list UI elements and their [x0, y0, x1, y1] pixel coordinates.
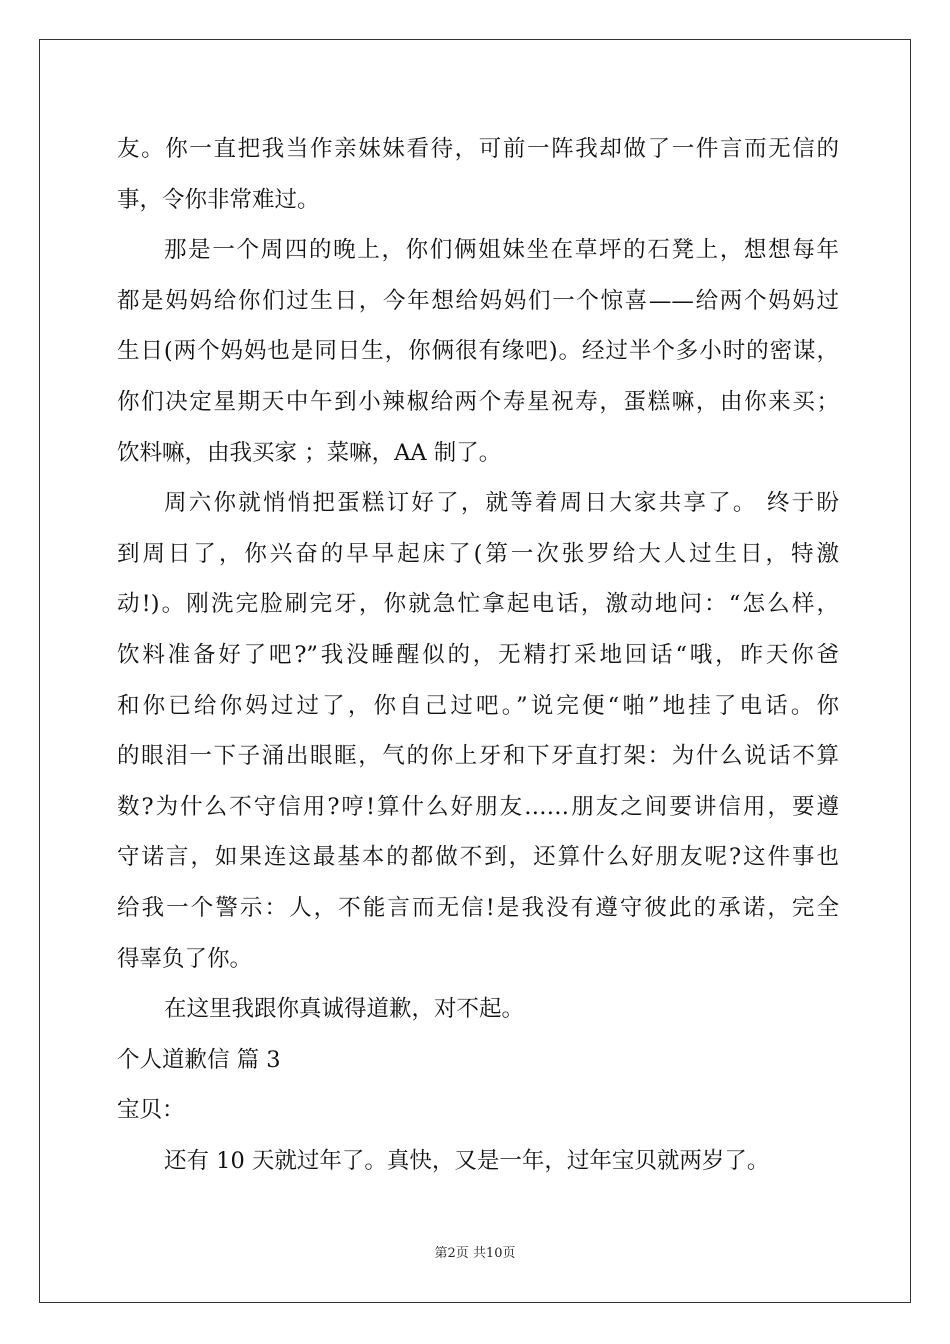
text-line: 都是妈妈给你们过生日，今年想给妈妈们一个惊喜——给两个妈妈过 — [117, 287, 839, 314]
text-line: 守诺言，如果连这最基本的都做不到，还算什么好朋友呢?这件事也 — [117, 844, 839, 871]
text-line: 的眼泪一下子涌出眼眶，气的你上牙和下牙直打架：为什么说话不算 — [117, 743, 839, 770]
text-line: 数?为什么不守信用?哼!算什么好朋友……朋友之间要讲信用，要遵 — [117, 793, 839, 820]
document-body — [117, 124, 839, 1186]
text-line: 和你已给你妈过过了，你自己过吧。”说完便“啪”地挂了电话。你 — [117, 692, 839, 719]
text-line: 得辜负了你。 — [117, 945, 253, 972]
text-line: 到周日了，你兴奋的早早起床了(第一次张罗给大人过生日，特激 — [117, 540, 839, 567]
text-line: 周六你就悄悄把蛋糕订好了，就等着周日大家共享了。 终于盼 — [164, 490, 839, 517]
paragraph — [117, 1035, 839, 1086]
paragraph — [117, 478, 839, 984]
text-line: 在这里我跟你真诚得道歉，对不起。 — [164, 996, 525, 1023]
text-line: 你们决定星期天中午到小辣椒给两个寿星祝寿，蛋糕嘛，由你来买； — [117, 388, 839, 415]
text-line: 事，令你非常难过。 — [117, 186, 320, 213]
paragraph — [117, 984, 839, 1035]
text-line: 还有 10 天就过年了。真快，又是一年，过年宝贝就两岁了。 — [164, 1147, 770, 1174]
paragraph — [117, 124, 839, 225]
text-line: 给我一个警示：人，不能言而无信!是我没有遵守彼此的承诺，完全 — [117, 894, 839, 921]
text-line: 那是一个周四的晚上，你们俩姐妹坐在草坪的石凳上，想想每年 — [164, 237, 839, 264]
text-line: 动!)。刚洗完脸刷完牙，你就急忙拿起电话，激动地问：“怎么样， — [117, 591, 839, 618]
text-line: 生日(两个妈妈也是同日生，你俩很有缘吧)。经过半个多小时的密谋， — [117, 338, 839, 365]
text-line: 饮料准备好了吧?”我没睡醒似的，无精打采地回话“哦，昨天你爸 — [117, 641, 839, 668]
text-line: 友。你一直把我当作亲妹妹看待，可前一阵我却做了一件言而无信的 — [117, 136, 839, 162]
text-line: 饮料嘛，由我买家 ；菜嘛，AA 制了。 — [117, 439, 502, 466]
paragraph — [117, 1085, 839, 1136]
paragraph — [117, 1136, 839, 1187]
text-line: 个人道歉信 篇 3 — [117, 1046, 281, 1073]
text-line: 宝贝： — [117, 1097, 185, 1124]
page-footer — [0, 1244, 950, 1264]
paragraph — [117, 225, 839, 478]
page-number-label: 第2页 共10页 — [434, 1246, 516, 1261]
